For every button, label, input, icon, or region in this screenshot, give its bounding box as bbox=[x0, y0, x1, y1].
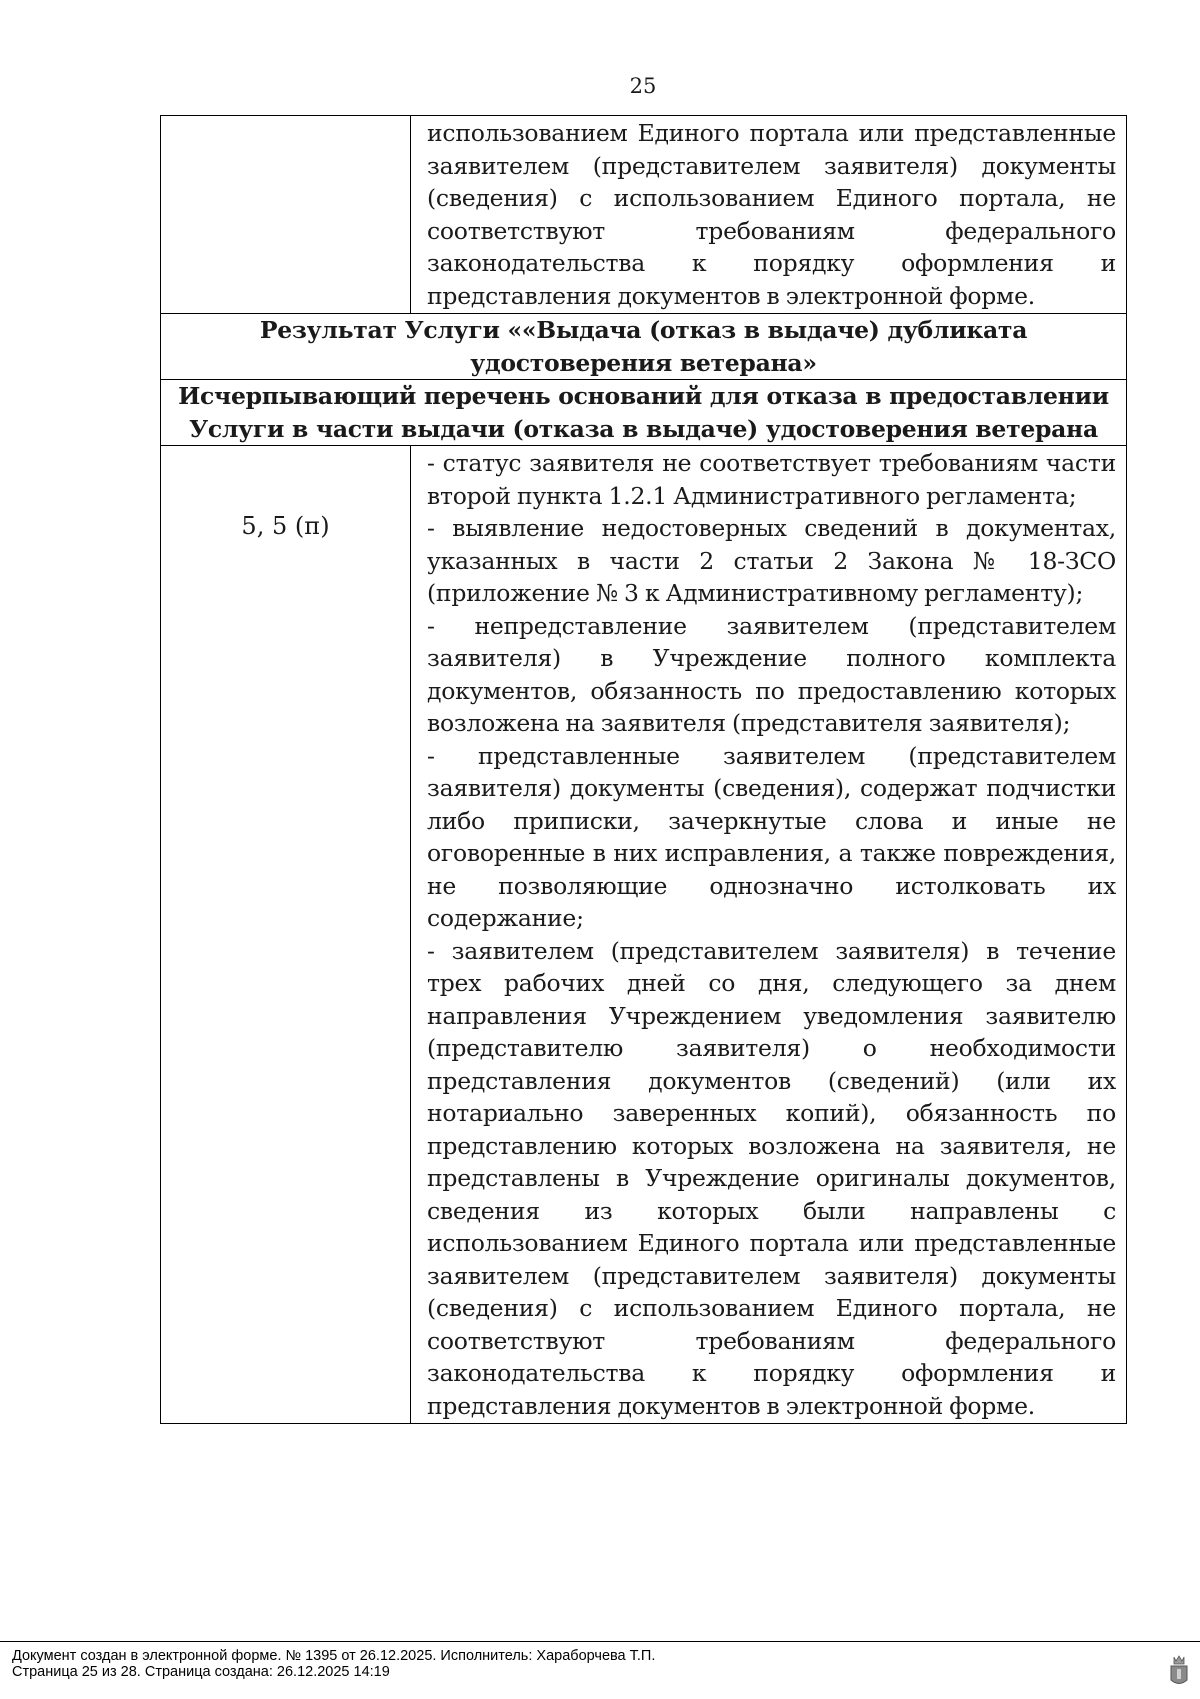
continuation-text-cell bbox=[411, 116, 1127, 314]
continuation-left-cell bbox=[161, 116, 411, 314]
grounds-paragraph: - выявление недостоверных сведений в документах, указанных в части 2 статьи 2 Закона № 18-ЗСО (приложение № 3 к Административному регламенту); bbox=[427, 514, 1116, 607]
grounds-label: 5, 5 (п) bbox=[241, 512, 330, 540]
grounds-text bbox=[411, 446, 1126, 1423]
coat-of-arms-icon bbox=[1168, 1652, 1190, 1688]
footer-line-2: Страница 25 из 28. Страница создана: 26.12.2025 14:19 bbox=[12, 1664, 390, 1680]
grounds-heading-row bbox=[161, 380, 1127, 446]
document-footer bbox=[0, 1641, 1200, 1699]
continuation-paragraph: использованием Единого портала или представленные заявителем (представителем заявителя) документы (сведения) с использованием Единого портала, не соответствуют требованиям федерального законодательства к порядку оформления и представления документов в электронной форме. bbox=[427, 119, 1116, 310]
grounds-paragraph: - непредставление заявителем (представителем заявителя) в Учреждение полного комплекта документов, обязанность по предоставлению которых возложена на заявителя (представителя заявителя); bbox=[427, 611, 1116, 737]
grounds-paragraph: - представленные заявителем (представителем заявителя) документы (сведения), содержат подчистки либо приписки, зачеркнутые слова и иные не оговоренные в них исправления, а также повреждения, не позволяющие однозначно истолковать их содержание; bbox=[427, 741, 1116, 932]
result-heading-row bbox=[161, 314, 1127, 380]
continuation-text bbox=[411, 116, 1126, 313]
grounds-heading: Исчерпывающий перечень оснований для отказа в предоставлении Услуги в части выдачи (отказа в выдаче) удостоверения ветерана bbox=[178, 382, 1109, 443]
grounds-row bbox=[161, 446, 1127, 1424]
footer-text bbox=[12, 1648, 655, 1680]
continuation-row bbox=[161, 116, 1127, 314]
grounds-paragraph: - заявителем (представителем заявителя) в течение трех рабочих дней со дня, следующего за днем направления Учреждением уведомления заявителю (представителю заявителя) о необходимости представления документов (сведений) (или их нотариально заверенных копий), обязанность по представлению которых возложена на заявителя, не представлены в Учреждение оригиналы документов, сведения из которых были направлены с использованием Единого портала или представленные заявителем (представителем заявителя) документы (сведения) с использованием Единого портала, не соответствуют требованиям федерального законодательства к порядку оформления и представления документов в электронной форме. bbox=[427, 936, 1116, 1420]
grounds-label-cell bbox=[161, 446, 411, 1424]
result-heading: Результат Услуги ««Выдача (отказ в выдаче) дубликата удостоверения ветерана» bbox=[259, 316, 1028, 377]
page-number: 25 bbox=[629, 74, 657, 98]
grounds-paragraph: - статус заявителя не соответствует требованиям части второй пункта 1.2.1 Административного регламента; bbox=[427, 449, 1116, 510]
grounds-text-cell bbox=[411, 446, 1127, 1424]
services-table bbox=[160, 115, 1127, 1424]
footer-line-1: Документ создан в электронной форме. № 1395 от 26.12.2025. Исполнитель: Хараборчева Т.П. bbox=[12, 1648, 656, 1664]
